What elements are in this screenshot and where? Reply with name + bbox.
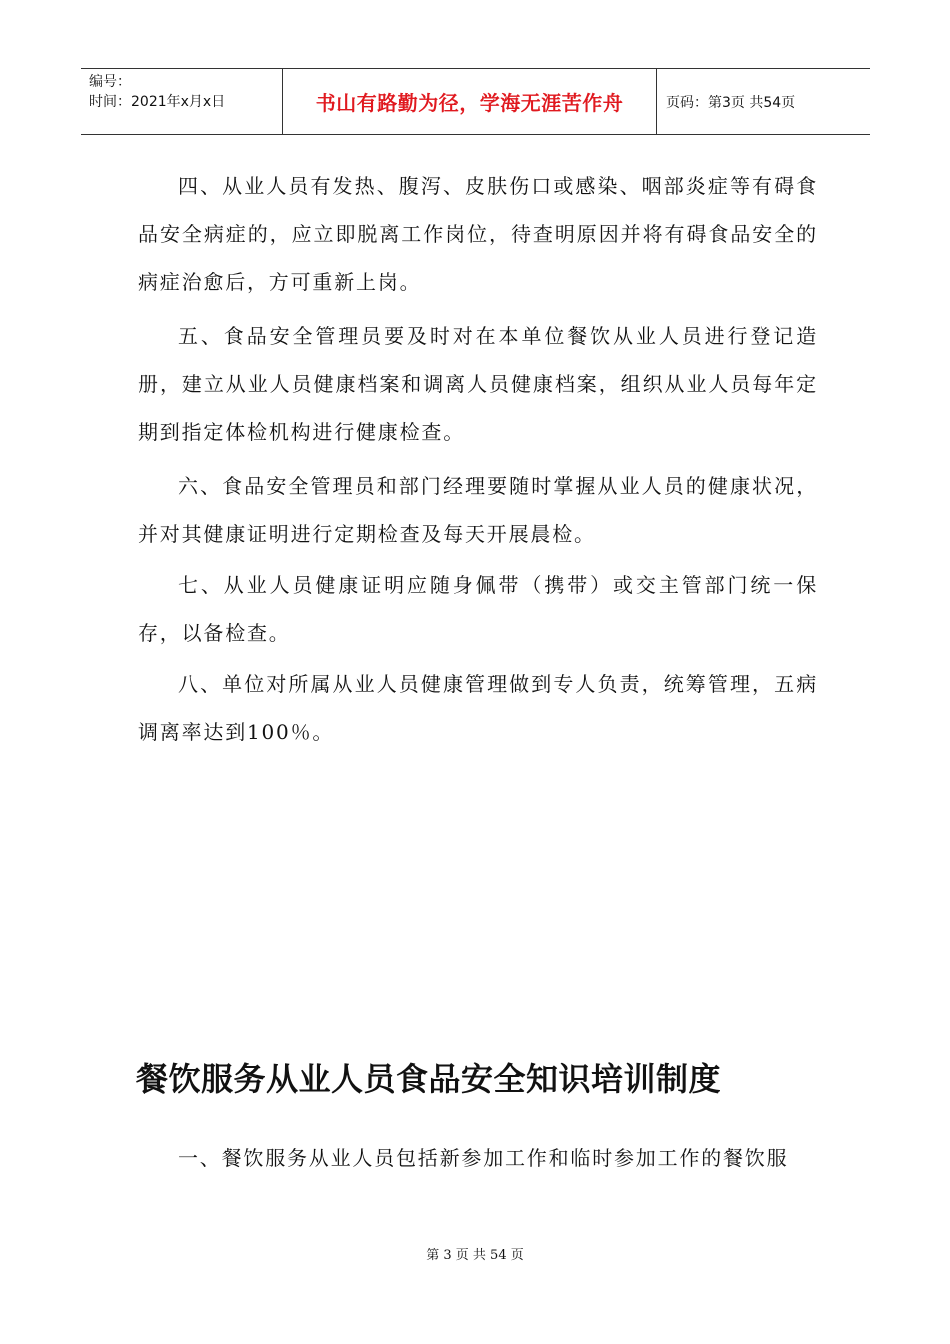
section-title: 餐饮服务从业人员食品安全知识培训制度 [136, 1060, 722, 1098]
paragraph-6: 六、食品安全管理员和部门经理要随时掌握从业人员的健康状况，并对其健康证明进行定期检查及每天开展晨检。 [138, 474, 818, 546]
paragraph-5: 五、食品安全管理员要及时对在本单位餐饮从业人员进行登记造册，建立从业人员健康档案和调离人员健康档案，组织从业人员每年定期到指定体检机构进行健康检查。 [138, 324, 818, 444]
header-motto: 书山有路勤为径，学海无涯苦作舟 [282, 69, 657, 134]
paragraph-7: 七、从业人员健康证明应随身佩带（携带）或交主管部门统一保存，以备检查。 [138, 573, 818, 645]
paragraph-8: 八、单位对所属从业人员健康管理做到专人负责，统筹管理，五病调离率达到100％。 [138, 672, 818, 744]
page-footer: 第 3 页 共 54 页 [426, 1248, 524, 1263]
header-meta [81, 69, 282, 134]
document-date-label: 时间：2021年x月x日 [89, 94, 226, 110]
header-page-info: 页码：第3页 共54页 [666, 94, 796, 111]
section-first-paragraph: 一、餐饮服务从业人员包括新参加工作和临时参加工作的餐饮服 [178, 1146, 789, 1170]
document-number-label: 编号： [89, 74, 131, 90]
paragraph-4: 四、从业人员有发热、腹泻、皮肤伤口或感染、咽部炎症等有碍食品安全病症的，应立即脱离工作岗位，待查明原因并将有碍食品安全的病症治愈后，方可重新上岗。 [138, 174, 818, 294]
page-header [81, 68, 870, 135]
